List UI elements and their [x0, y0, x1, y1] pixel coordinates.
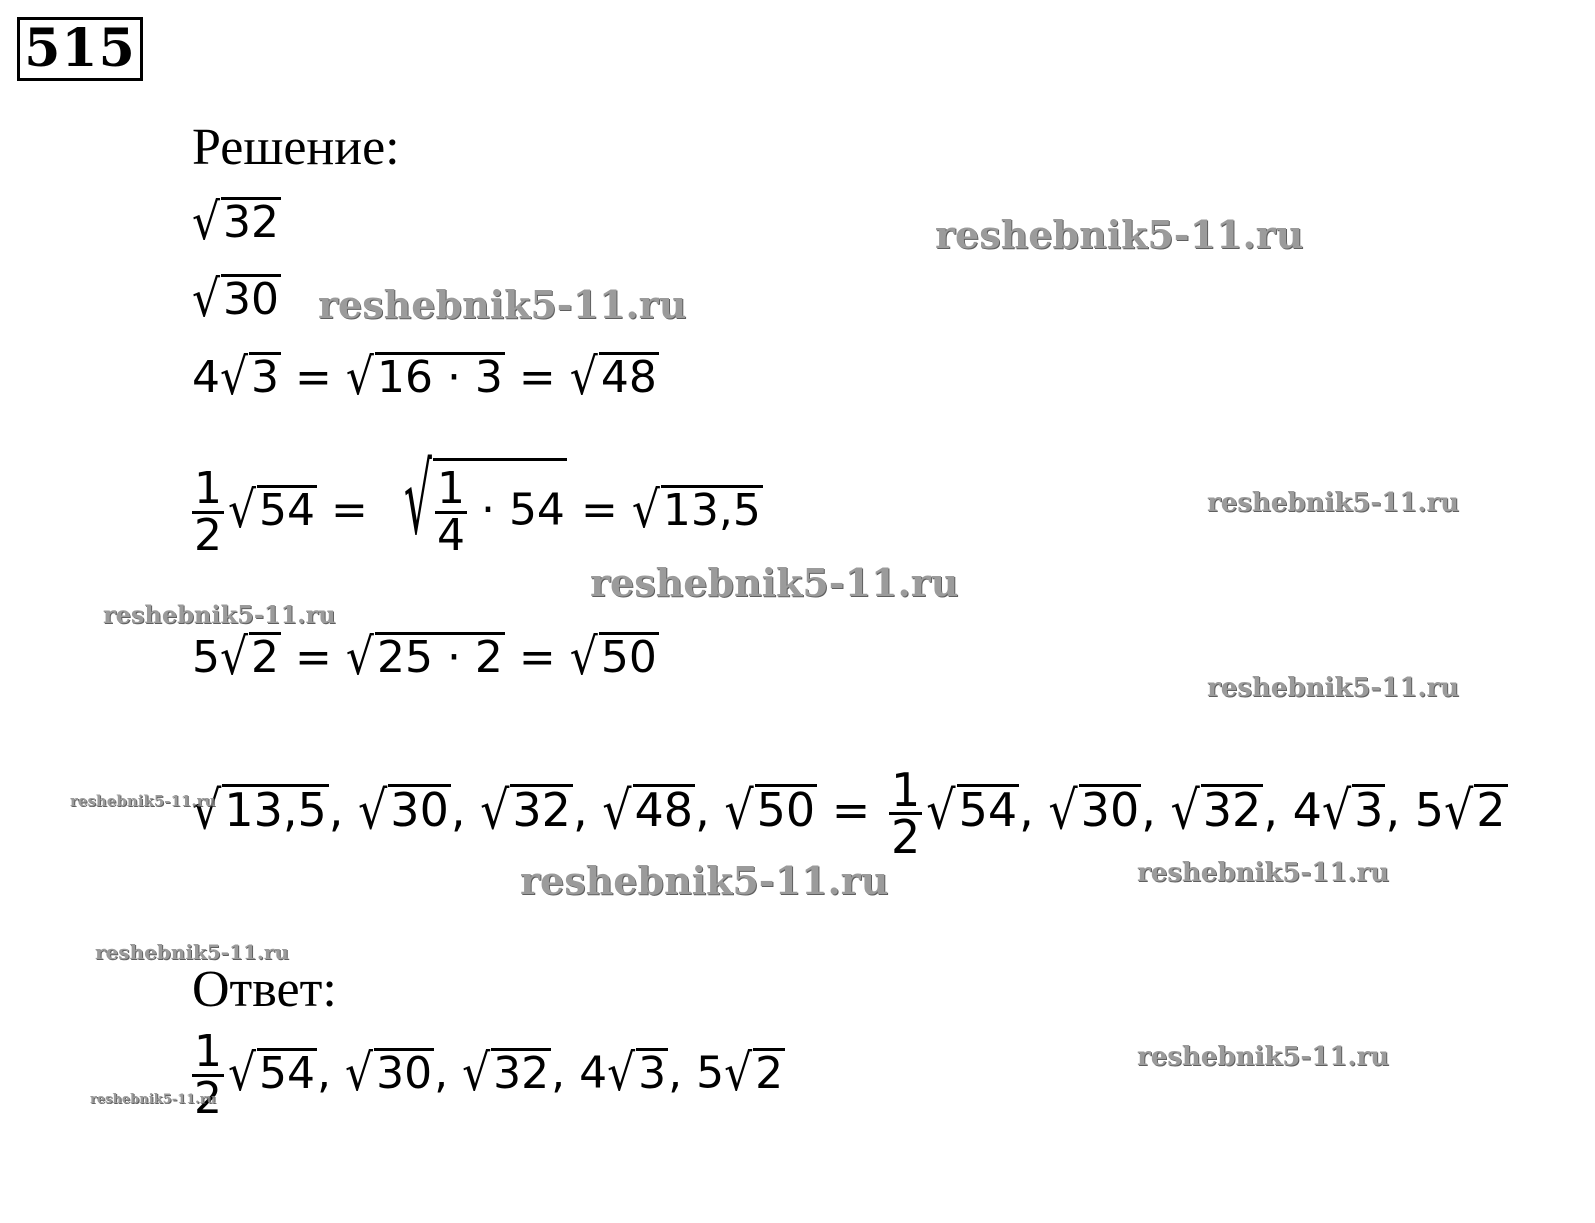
watermark: reshebnik5-11.ru	[1207, 488, 1460, 518]
watermark: reshebnik5-11.ru	[520, 858, 889, 903]
watermark: reshebnik5-11.ru	[70, 792, 216, 810]
line-sqrt32: √32	[192, 193, 280, 252]
watermark: reshebnik5-11.ru	[103, 600, 336, 629]
watermark: reshebnik5-11.ru	[1137, 858, 1390, 888]
answer-heading: Ответ:	[192, 961, 337, 1018]
problem-number: 515	[17, 17, 143, 81]
watermark: reshebnik5-11.ru	[1207, 673, 1460, 703]
line-4sqrt3: 4√3 = √16 · 3 = √48	[192, 348, 657, 407]
watermark: reshebnik5-11.ru	[1137, 1042, 1390, 1072]
watermark: reshebnik5-11.ru	[590, 560, 959, 605]
line-sqrt30: √30	[192, 270, 280, 329]
line-5sqrt2: 5√2 = √25 · 2 = √50	[192, 628, 657, 687]
solution-heading: Решение:	[192, 119, 400, 176]
watermark: reshebnik5-11.ru	[90, 1092, 217, 1107]
watermark: reshebnik5-11.ru	[318, 282, 687, 327]
watermark: reshebnik5-11.ru	[95, 940, 289, 964]
comparison-line: √13,5, √30, √32, √48, √50 = $\frac{1}{2}$ √54, √30, √32, 4√3, 5√2	[192, 763, 1506, 864]
watermark: reshebnik5-11.ru	[935, 212, 1304, 257]
line-half-sqrt54: $\frac{1}{2}$ √54 = √ $\frac{1}{4}$ · 54 = √13,5	[194, 444, 761, 561]
answer-line: $\frac{1}{2}$ √54, √30, √32, 4√3, 5√2	[194, 1026, 784, 1124]
